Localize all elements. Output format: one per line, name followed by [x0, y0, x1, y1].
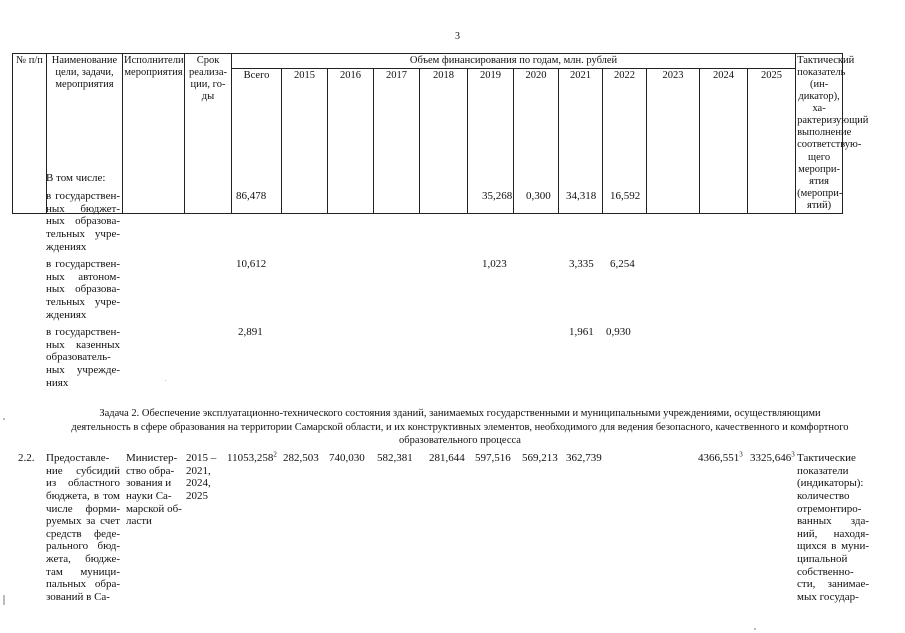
row-total: 10,612 — [236, 258, 267, 270]
header-executor: Исполнители мероприятия — [123, 54, 185, 214]
item-2025-footnote: 3 — [791, 450, 795, 459]
scan-speck — [754, 628, 756, 630]
page-number: 3 — [455, 31, 460, 42]
header-name: Наименование цели, задачи, мероприятия — [47, 54, 123, 214]
header-year: 2022 — [603, 69, 647, 214]
item-total — [227, 452, 277, 465]
row-name: в государствен-ных казенных образователь-ных учрежде-ниях — [46, 326, 120, 389]
row-name: в государствен-ных автоном-ных образова-тельных учре-ждениях — [46, 258, 120, 321]
item-number: 2.2. — [18, 452, 35, 464]
row-name: в государствен-ных бюджет-ных образова-тельных учре-ждениях — [46, 190, 120, 253]
item-2024-value: 4366,551 — [698, 452, 740, 464]
item-total-value: 11053,258 — [227, 452, 274, 464]
item-2024-footnote: 3 — [739, 450, 743, 459]
row-2019: 35,268 — [482, 190, 513, 202]
item-indicator: Тактические показатели (индикаторы): количество отремонтиро-ванных зда-ний, находя-щихся в муни-ципальной собственно-сти, занимае-мых государ- — [797, 452, 869, 604]
item-2017: 582,381 — [377, 452, 413, 464]
header-funding: Объем финансирования по годам, млн. рублей — [232, 54, 796, 69]
item-executor: Министер-ство обра-зования и науки Са-марской об-ласти — [126, 452, 182, 528]
row-total: 2,891 — [238, 326, 263, 338]
row-2022: 6,254 — [610, 258, 635, 270]
header-year: 2024 — [700, 69, 748, 214]
item-2025 — [750, 452, 795, 465]
header-year: 2020 — [514, 69, 559, 214]
row-2021: 3,335 — [569, 258, 594, 270]
row-total: 86,478 — [236, 190, 267, 202]
header-term: Срок реализа-ции, го-ды — [185, 54, 232, 214]
header-year: 2015 — [282, 69, 328, 214]
item-2025-value: 3325,646 — [750, 452, 792, 464]
row-2021: 34,318 — [566, 190, 597, 202]
header-year: 2025 — [748, 69, 796, 214]
header-year: 2017 — [374, 69, 420, 214]
header-year: 2023 — [647, 69, 700, 214]
including-label: В том числе: — [46, 172, 106, 184]
row-2022: 0,930 — [606, 326, 631, 338]
scan-speck — [165, 380, 166, 381]
scan-speck — [3, 595, 5, 605]
item-2019: 597,516 — [475, 452, 511, 464]
scan-speck — [3, 418, 5, 420]
header-year: 2019 — [468, 69, 514, 214]
header-num: № п/п — [13, 54, 47, 214]
task-2-heading: Задача 2. Обеспечение эксплуатационно-технического состояния зданий, занимаемых государственными и муниципальными учреждениями, осуществляющими деятельность в сфере образования на территории Самарской области, и их конструктивных элементов, необходимого для ведения безопасного, качественного и комфортного образовательного процесса — [71, 408, 849, 447]
header-indicator: Тактический показатель (ин-дикатор), ха-рактеризующий выполнение соответствую-щего меропри-ятия (меропри-ятий) — [796, 54, 843, 214]
header-year: 2021 — [559, 69, 603, 214]
item-name: Предоставле-ние субсидий из областного бюджета, в том числе форми-руемых за счет средств феде-рального бюд-жета, бюдже-там муници-пальных обра-зований в Са- — [46, 452, 120, 604]
item-2020: 569,213 — [522, 452, 558, 464]
header-year: 2018 — [420, 69, 468, 214]
item-2016: 740,030 — [329, 452, 365, 464]
row-2021: 1,961 — [569, 326, 594, 338]
header-total: Всего — [232, 69, 282, 214]
row-2022: 16,592 — [610, 190, 641, 202]
item-2015: 282,503 — [283, 452, 319, 464]
item-2021: 362,739 — [566, 452, 602, 464]
header-year: 2016 — [328, 69, 374, 214]
item-2018: 281,644 — [429, 452, 465, 464]
item-total-footnote: 2 — [273, 450, 277, 459]
funding-table-header — [12, 53, 869, 214]
item-2024 — [698, 452, 743, 465]
row-2019: 1,023 — [482, 258, 507, 270]
row-2020: 0,300 — [526, 190, 551, 202]
item-term: 2015 – 2021, 2024, 2025 — [186, 452, 217, 502]
